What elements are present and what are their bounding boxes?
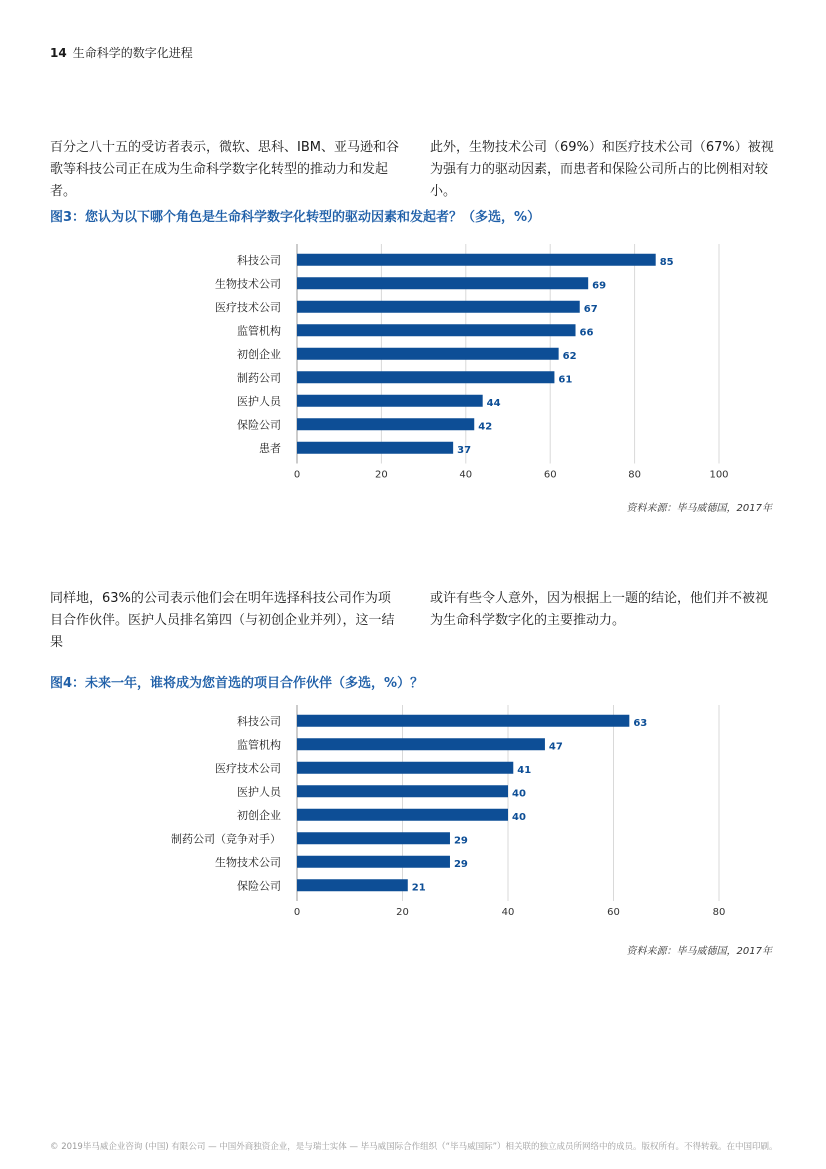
x-tick-label: 0 xyxy=(293,469,301,481)
x-tick-label: 60 xyxy=(543,469,557,481)
category-label: 生物技术公司 xyxy=(215,855,281,869)
category-label: 保险公司 xyxy=(237,879,281,893)
x-tick-label: 60 xyxy=(607,907,620,918)
bar xyxy=(297,324,576,336)
category-label: 初创企业 xyxy=(237,347,281,361)
data-label: 29 xyxy=(453,858,468,870)
page-number: 14 xyxy=(50,46,67,60)
data-label: 44 xyxy=(486,397,501,409)
category-label: 制药公司 xyxy=(237,371,281,385)
category-label: 医疗技术公司 xyxy=(215,300,281,314)
bar xyxy=(297,371,554,383)
figure3-chart xyxy=(0,240,826,490)
x-tick-label: 100 xyxy=(709,469,729,481)
section2-right-paragraph: 或许有些令人意外，因为根据上一题的结论，他们并不被视为生命科学数字化的主要推动力。 xyxy=(430,591,769,628)
section2-left-paragraph: 同样地，63%的公司表示他们会在明年选择科技公司作为项目合作伙伴。医护人员排名第四（与初创企业并列），这一结果 xyxy=(50,591,395,650)
category-label: 科技公司 xyxy=(237,714,281,728)
bar xyxy=(297,418,474,430)
category-label: 监管机构 xyxy=(237,324,281,338)
bar xyxy=(297,715,629,727)
data-label: 41 xyxy=(517,764,532,776)
data-label: 29 xyxy=(453,835,468,847)
category-label: 初创企业 xyxy=(237,808,281,822)
x-tick-label: 80 xyxy=(628,469,641,481)
bar xyxy=(297,254,656,266)
page-header xyxy=(50,44,193,61)
x-tick-label: 40 xyxy=(459,469,473,481)
page-header-title: 生命科学的数字化进程 xyxy=(72,46,193,60)
data-label: 67 xyxy=(583,303,598,315)
bar xyxy=(297,762,513,774)
category-label: 监管机构 xyxy=(237,738,281,752)
bar xyxy=(297,348,559,360)
figure4-chart xyxy=(0,700,826,925)
bar xyxy=(297,879,408,891)
bar xyxy=(297,832,450,844)
figure4-source: 资料来源：毕马威德国，2017年 xyxy=(626,946,772,957)
category-label: 制药公司（竞争对手） xyxy=(171,832,281,846)
category-label: 保险公司 xyxy=(237,418,281,432)
x-tick-label: 20 xyxy=(375,469,388,481)
x-tick-label: 20 xyxy=(396,907,409,918)
data-label: 47 xyxy=(548,741,563,753)
footer-copyright: © 2019毕马威企业咨询 (中国) 有限公司 — 中国外商独资企业，是与瑞士实体 — 毕马威国际合作组织（“毕马威国际”）相关联的独立成员所网络中的成员。版权所有。不得转载。在中国印刷。 xyxy=(50,1142,778,1152)
category-label: 科技公司 xyxy=(237,253,281,267)
category-label: 医疗技术公司 xyxy=(215,761,281,775)
category-label: 生物技术公司 xyxy=(215,277,281,291)
bar xyxy=(297,785,508,797)
data-label: 63 xyxy=(633,717,648,729)
data-label: 37 xyxy=(457,444,472,456)
category-label: 医护人员 xyxy=(237,785,281,799)
category-label: 医护人员 xyxy=(237,394,281,408)
x-tick-label: 40 xyxy=(501,907,515,918)
data-label: 40 xyxy=(512,811,526,823)
data-label: 85 xyxy=(659,256,674,268)
section1-right-paragraph: 此外，生物技术公司（69%）和医疗技术公司（67%）被视为强有力的驱动因素，而患者和保险公司所占的比例相对较小。 xyxy=(430,140,774,199)
x-tick-label: 80 xyxy=(712,907,726,918)
figure3-title: 图3：您认为以下哪个角色是生命科学数字化转型的驱动因素和发起者？（多选，%） xyxy=(50,210,541,225)
bar xyxy=(297,738,545,750)
figure4-title: 图4：未来一年，谁将成为您首选的项目合作伙伴（多选，%）？ xyxy=(50,676,424,691)
section1-left-paragraph: 百分之八十五的受访者表示，微软、思科、IBM、亚马逊和谷歌等科技公司正在成为生命科学数字化转型的推动力和发起者。 xyxy=(50,140,399,199)
bar xyxy=(297,395,483,407)
bar xyxy=(297,442,453,454)
x-tick-label: 0 xyxy=(293,907,301,918)
bar xyxy=(297,277,588,289)
data-label: 61 xyxy=(558,374,573,386)
bar xyxy=(297,301,580,313)
data-label: 42 xyxy=(478,421,493,433)
data-label: 66 xyxy=(579,327,594,339)
data-label: 21 xyxy=(411,882,426,894)
data-label: 40 xyxy=(512,788,526,800)
figure3-source: 资料来源：毕马威德国，2017年 xyxy=(626,503,772,514)
bar xyxy=(297,809,508,821)
bar xyxy=(297,856,450,868)
data-label: 62 xyxy=(562,350,577,362)
data-label: 69 xyxy=(592,280,607,292)
category-label: 患者 xyxy=(259,441,281,455)
